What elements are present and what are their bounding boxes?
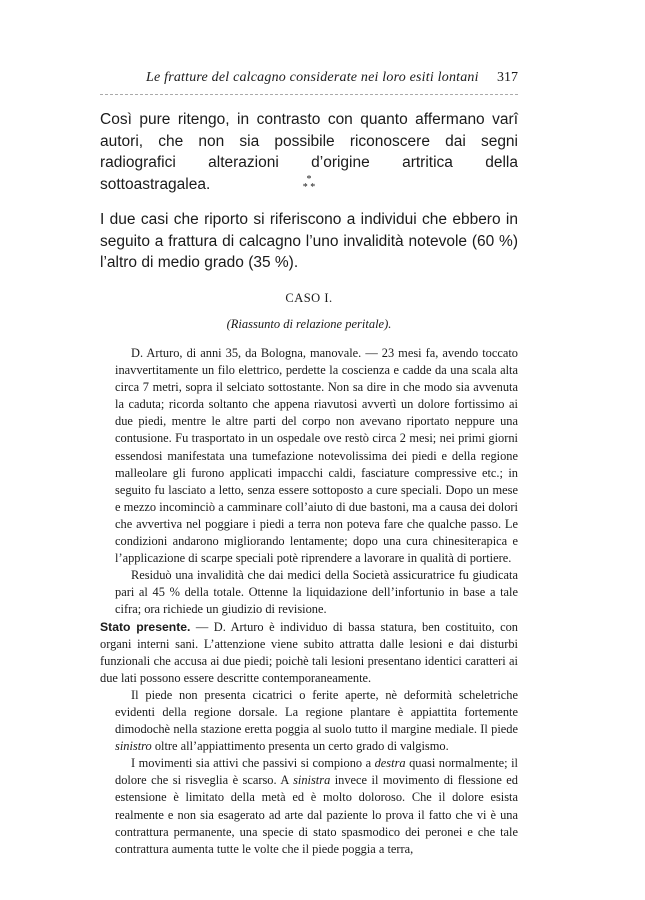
body-paragraph-5-emphasis-2: sinistra [293,773,331,788]
body-paragraph-1: D. Arturo, di anni 35, da Bologna, manovale. — 23 mesi fa, avendo toccato inavvertitamente un filo elettrico, perdette la coscienza e cadde da una scala alta circa 7 metri, sopra il selciato sottostante. Non sa dire in che modo sia avvenuta la caduta; ricorda soltanto che appena riavutosi avvertì un dolore fortissimo ai due piedi, mentre le altre parti del corpo non avevano riportato neppure una contusione. Fu trasportato in un ospedale ove restò circa 2 mesi; nei primi giorni essendosi manifestata una tumefazione notevolissima dei piedi e della regione malleolare gli furono applicati impacchi caldi, fasciature compressive etc.; in seguito fu lasciato a letto, senza essere sottoposto a cure speciali. Dopo un mese e mezzo incominciò a camminare coll’aiuto di due bastoni, ma a causa dei dolori che avvertiva nel poggiare i piedi a terra non poteva fare che qualche passo. Le condizioni andarono migliorando lentamente; dopo una cura chinesiterapica e l’applicazione di scarpe speciali potè riprendere a lavorare in qualità di portiere. [115,346,518,566]
body-paragraph-4-emphasis: sinistro [115,739,152,754]
body-paragraph-4-text-b: oltre all’appiattimento presenta un certo grado di valgismo. [151,739,449,754]
page-header [100,70,518,92]
intro-paragraph-2: I due casi che riporto si riferiscono a individui che ebbero in seguito a frattura di calcagno l’uno invalidità notevole (60 %) l’altro di medio grado (35 %). [100,211,518,271]
body-paragraph-5-text-c: invece il movimento di flessione ed estensione è limitato della metà ed è molto doloroso. Che il dolore esista realmente e non sia esagerato ad arte dal paziente lo prova il fatto che vi è una contrattura permanente, una specie di stato spasmodico dei peronei e che tale contrattura aumenta tutte le volte che il piede poggia a terra, [115,773,519,856]
case-body [100,345,519,858]
case-title: CASO I. [285,291,333,305]
header-rule [100,94,518,95]
asterism-top: * [306,174,312,185]
body-paragraph-5-text-a: I movimenti sia attivi che passivi si compiono a [131,756,375,771]
asterism [296,176,322,192]
section-lead-stato-presente: Stato presente. [100,619,191,634]
page-number: 317 [497,70,518,85]
body-paragraph-2 [115,567,518,618]
case-subtitle: (Riassunto di relazione peritale). [226,317,392,331]
body-paragraph-2-text: Residuò una invalidità che dai medici della Società assicuratrice fu giudicata pari al 45 % della totale. Ottenne la liquidazione dell’infortunio in base a tale cifra; ora richiede un giudizio di revisione. [115,568,518,617]
body-paragraph-4-text-a: Il piede non presenta cicatrici o ferite aperte, nè deformità scheletriche evidenti della regione dorsale. La regione plantare è appiattita fortemente dimodochè nella stazione eretta poggia al suolo tutto il margine mediale. Il piede [115,687,518,737]
body-paragraph-3-text: — D. Arturo è individuo di bassa statura, ben costituito, con organi interni sani. L’attenzione viene subito attratta dalle lesioni e dai disturbi funzionali che accusa ai due piedi; poichè tali lesioni presentano identici caratteri ai due lati possono essere descritte contemporaneamente. [100,619,518,685]
body-paragraph-5 [115,755,518,858]
body-paragraph-5-text-b: quasi normalmente; il dolore che si risveglia è scarso. A [115,756,518,788]
running-head: Le fratture del calcagno considerate nei loro esiti lontani [146,70,479,85]
body-paragraph-5-emphasis-1: destra [374,756,406,771]
body-paragraph-4 [115,687,518,755]
asterism-bottom: * * [302,182,316,193]
intro-paragraph-1: Così pure ritengo, in contrasto con quanto affermano varî autori, che non sia possibile riconoscere dai segni radiografici alterazioni d’origine artritica della sottoastragalea. [100,111,518,193]
body-paragraph-3 [100,619,518,687]
